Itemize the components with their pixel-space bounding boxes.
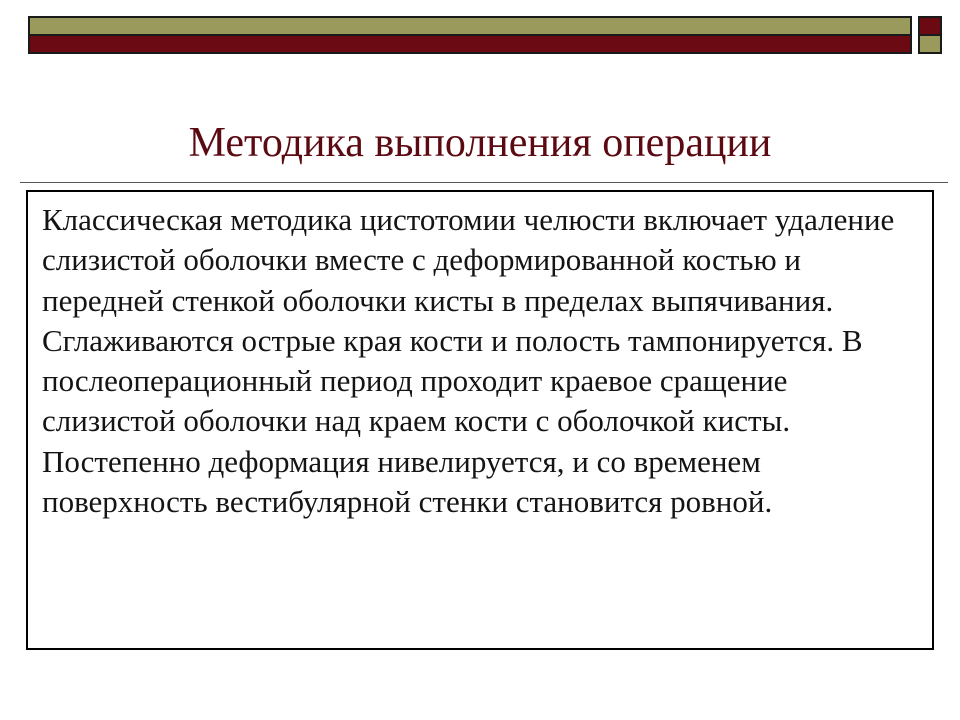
slide-title: Методика выполнения операции: [188, 120, 772, 166]
title-divider: [20, 182, 948, 183]
header-banner-olive-bar: [28, 16, 912, 36]
header-banner-red-bar: [28, 36, 912, 54]
corner-square-olive: [918, 36, 942, 54]
corner-square-red: [918, 16, 942, 36]
body-paragraph: Классическая методика цистотомии челюсти включает удаление слизистой оболочки вместе с деформированной костью и передней стенкой оболочки кисты в пределах выпячивания. Сглаживаются острые края кости и полость тампонируется. В послеоперационный период проходит краевое сращение слизистой оболочки над краем кости с оболочкой кисты. Постепенно деформация нивелируется, и со временем поверхность вестибулярной стенки становится ровной.: [42, 202, 895, 520]
content-box: [26, 190, 934, 650]
